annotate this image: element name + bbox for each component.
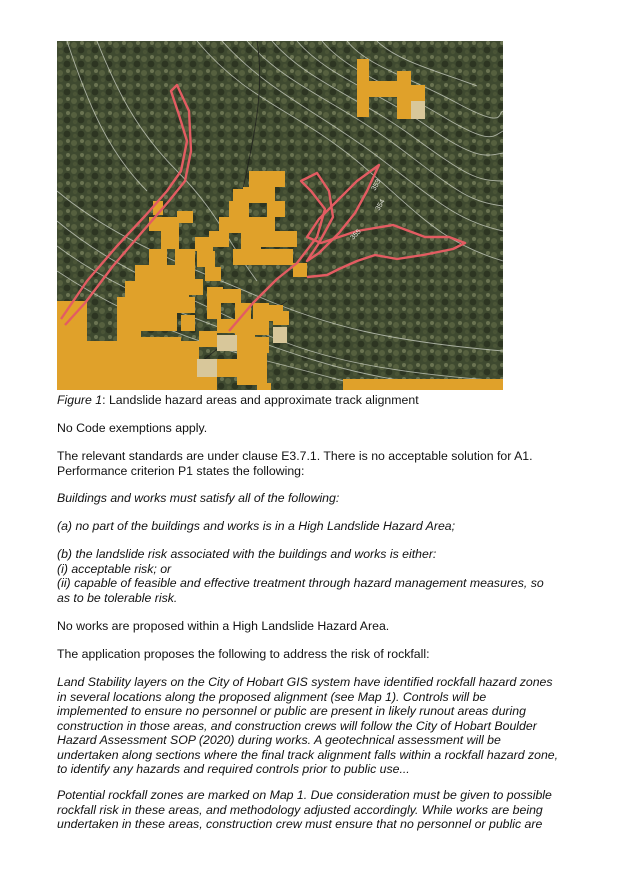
hazard-cell [149,217,161,231]
hazard-cell [253,303,269,319]
hazard-cell [181,315,195,331]
hazard-cell [233,249,253,265]
contour-label-1: 353 [370,178,383,192]
hazard-cell [273,327,287,343]
paragraph-text: No Code exemptions apply. [57,421,208,435]
hazard-cell [181,297,195,313]
hazard-cell [117,331,141,349]
quote-line: (i) acceptable risk; or [57,561,172,576]
paragraph-no-works [57,619,567,634]
hazard-cell [255,337,269,353]
hazard-cell [117,297,137,313]
hazard-cell [197,377,217,390]
hazard-cell [251,319,269,335]
hazard-cell [197,251,215,267]
hazard-cell [135,265,155,281]
hazard-cell [257,383,271,390]
figure-caption-text: : Landslide hazard areas and approximate track alignment [102,393,419,407]
hazard-cell [181,341,199,359]
hazard-cell [161,337,181,355]
hazard-cell [175,249,195,265]
hazard-cell [369,81,383,97]
hazard-cell [181,359,197,379]
figure-label: Figure 1 [57,393,103,407]
hazard-cell [161,375,181,390]
paragraph-text: The application proposes the following to address the risk of rockfall: [57,647,430,661]
hazard-cell [87,361,117,390]
hazard-cell [279,231,297,247]
hazard-cell [217,335,237,351]
hazard-cell [141,355,161,375]
hazard-cell [357,59,369,73]
hazard-cell [125,281,147,297]
hazard-cell [117,313,141,331]
contour-label-3: 355 [349,228,363,242]
hazard-cell [181,379,197,390]
hazard-cell [397,71,411,85]
quote-line: construction in those areas, and construction crews will follow the City of Hobart Boulder [57,718,537,733]
hazard-cell [161,355,181,375]
hazard-cell [397,85,411,101]
hazard-cell [253,249,275,265]
hazard-cell [357,101,369,117]
hazard-cell [167,281,189,297]
hazard-cell [383,81,397,97]
paragraph-line: The relevant standards are under clause E3.7.1. There is no acceptable solution for A1. [57,449,533,463]
quote-line: as to be tolerable risk. [57,590,178,605]
hazard-cell [199,331,217,347]
hazard-cell [343,379,403,390]
quote-line: to identify any hazards and required controls prior to public use... [57,762,410,776]
hazard-cell [207,303,221,319]
hazard-cell [267,201,285,217]
hazard-map-figure [57,41,503,390]
quote-line: undertaken in these areas, construction crew must ensure that no personnel or public are [57,817,543,831]
hazard-cell [241,233,261,249]
quote-criterion-intro [57,491,567,506]
hazard-cell [141,337,161,355]
hazard-cell [217,359,237,377]
hazard-cell [57,321,87,341]
hazard-cell [155,265,177,281]
quote-line: in several locations along the proposed alignment (see Map 1). Controls will be [57,689,487,704]
quote-line: Potential rockfall zones are marked on Map 1. Due consideration must be given to possible [57,788,552,802]
hazard-cell [261,231,279,247]
hazard-cell [161,313,177,331]
hazard-cell [205,267,221,281]
hazard-cell [141,313,161,331]
paragraph-line: Performance criterion P1 states the following: [57,463,305,478]
hazard-cell [87,341,117,361]
hazard-cell [237,351,257,367]
hazard-cell [117,369,141,390]
quote-line: (b) the landslide risk associated with the buildings and works is either: [57,547,437,561]
hazard-cell [141,375,161,390]
quote-line: undertaken along sections where the final track alignment falls within a rockfall hazard zone, [57,747,559,762]
hazard-cell [411,101,425,119]
hazard-cell [177,265,195,281]
quote-line: Land Stability layers on the City of Hobart GIS system have identified rockfall hazard zones [57,675,553,689]
hazard-cell [161,297,181,313]
hazard-cell [207,287,223,303]
hazard-cell [149,249,167,265]
hazard-cell [397,101,411,119]
hazard-cell [235,303,251,319]
quote-line: rockfall risk in these areas, and methodology adjusted accordingly. While works are being [57,802,543,817]
hazard-cell [249,171,269,187]
hazard-cell [147,281,169,297]
paragraph-text: No works are proposed within a High Landslide Hazard Area. [57,619,390,633]
hazard-cell [357,73,369,87]
hazard-cell [177,211,193,223]
hazard-cell [237,335,255,351]
hazard-cell [357,87,369,101]
quote-criterion-a [57,519,567,534]
paragraph-standards [57,449,567,478]
quote-line: Buildings and works must satisfy all of the following: [57,491,340,505]
hazard-cell [273,311,289,325]
quote-line: (a) no part of the buildings and works is in a High Landslide Hazard Area; [57,519,456,533]
hazard-cell [233,217,255,233]
quote-criterion-b [57,547,567,605]
hazard-cell [57,361,87,390]
hazard-cell [189,279,203,295]
hazard-cell [57,341,87,361]
hazard-cell [253,187,275,203]
hazard-cell [137,297,161,313]
hazard-cell [195,237,213,251]
hazard-cell [253,217,275,233]
figure-caption [57,393,567,408]
quote-line: (ii) capable of feasible and effective treatment through hazard management measures, so [57,576,544,590]
paragraph-exemptions [57,421,567,436]
hazard-cell [117,349,141,369]
hazard-cell [403,379,503,390]
hazard-cell [233,189,251,203]
hazard-cell [257,351,267,367]
hazard-cell [223,289,241,303]
hazard-cell [267,171,285,187]
quote-rockfall-zones [57,788,567,832]
hazard-cell [257,367,267,385]
hazard-cell [237,367,257,385]
contour-label-2: 354 [374,198,387,212]
hazard-cell [161,217,179,233]
quote-line: implemented to ensure no personnel or public are present in likely runout areas during [57,704,526,718]
hazard-cell [275,249,293,265]
paragraph-application [57,647,567,662]
quote-rockfall-controls [57,675,567,777]
hazard-cell [229,201,249,217]
hazard-cell [161,233,179,249]
hazard-cell [411,85,425,101]
hazard-map-image [57,41,503,390]
hazard-cell [197,359,217,377]
quote-line: Hazard Assessment SOP (2020) during works. A geotechnical assessment will be [57,733,501,747]
